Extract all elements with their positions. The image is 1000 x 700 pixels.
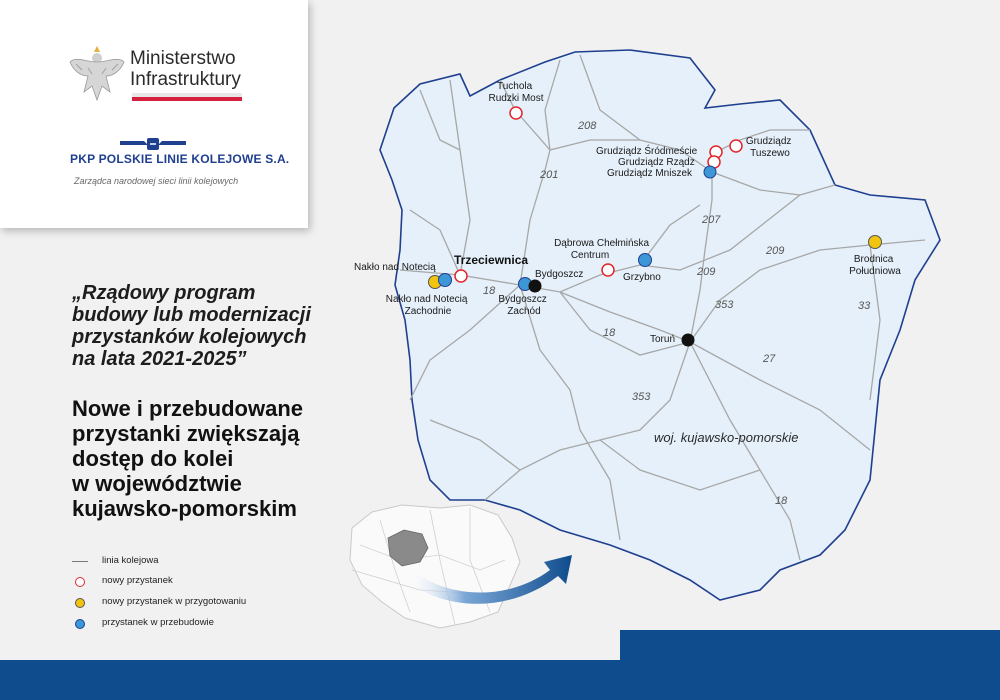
label-grudziadz-tuszewo: Grudziądz Tuszewo bbox=[745, 136, 792, 159]
legend-new-swatch bbox=[75, 577, 85, 587]
line-number-201: 201 bbox=[540, 169, 559, 181]
logo-card bbox=[0, 0, 308, 228]
legend-line-swatch bbox=[72, 561, 88, 562]
pkp-name: PKP POLSKIE LINIE KOLEJOWE S.A. bbox=[70, 152, 290, 166]
poland-inset-map bbox=[350, 505, 520, 628]
marker-grzybno bbox=[639, 254, 652, 267]
pkp-winged-logo-icon bbox=[120, 136, 186, 152]
line-number-209b: 209 bbox=[766, 245, 785, 257]
marker-grudziadz-mniszek bbox=[704, 166, 716, 178]
line-number-208: 208 bbox=[578, 120, 597, 132]
program-title: „Rządowy program budowy lub modernizacji przystanków kolejowych na lata 2021-2025” bbox=[72, 282, 311, 370]
legend-preparing-swatch bbox=[75, 598, 85, 608]
legend-row-line bbox=[72, 555, 312, 569]
marker-trzeciewnica bbox=[455, 270, 467, 282]
footer-band bbox=[0, 660, 1000, 700]
legend-rebuild-label: przystanek w przebudowie bbox=[102, 617, 214, 628]
line-number-18c: 18 bbox=[775, 495, 788, 507]
legend-row-new bbox=[72, 575, 312, 589]
eagle-emblem-icon bbox=[68, 42, 126, 104]
line-number-27: 27 bbox=[763, 353, 776, 365]
marker-brodnica bbox=[869, 236, 882, 249]
pkp-subtitle: Zarządca narodowej sieci linii kolejowych bbox=[74, 176, 239, 186]
label-grudziadz-srodmiescie: Grudziądz Śródmeście bbox=[596, 146, 698, 157]
label-naklo-zach: Nakło nad Notecią Zachodnie bbox=[385, 294, 468, 317]
headline: Nowe i przebudowane przystanki zwiększają dostęp do kolei w województwie kujawsko-pomorskim bbox=[72, 396, 304, 521]
label-torun: Toruń bbox=[650, 334, 676, 345]
label-brodnica: Brodnica Południowa bbox=[849, 254, 901, 277]
line-number-207: 207 bbox=[702, 214, 721, 226]
region-label: woj. kujawsko-pomorskie bbox=[654, 430, 799, 445]
line-number-209a: 209 bbox=[697, 266, 716, 278]
legend-preparing-label: nowy przystanek w przygotowaniu bbox=[102, 596, 247, 607]
label-bydgoszcz: Bydgoszcz bbox=[535, 269, 584, 280]
legend-line-label: linia kolejowa bbox=[102, 555, 159, 566]
marker-torun bbox=[682, 334, 695, 347]
label-trzeciewnica: Trzeciewnica bbox=[454, 253, 529, 267]
line-number-353a: 353 bbox=[715, 299, 734, 311]
legend-row-rebuild bbox=[72, 617, 312, 631]
legend-rebuild-swatch bbox=[75, 619, 85, 629]
marker-bydgoszcz bbox=[529, 280, 542, 293]
marker-naklo-zach bbox=[439, 274, 452, 287]
ministry-name bbox=[130, 48, 300, 90]
legend-row-preparing bbox=[72, 596, 312, 610]
label-grudziadz-rzadz: Grudziądz Rządz bbox=[618, 157, 695, 168]
footer-band-top bbox=[620, 630, 1000, 662]
line-number-18a: 18 bbox=[483, 285, 496, 297]
line-number-18b: 18 bbox=[603, 327, 616, 339]
label-tuchola: Tuchola Rudzki Most bbox=[488, 81, 544, 104]
legend-new-label: nowy przystanek bbox=[102, 575, 173, 586]
line-number-353b: 353 bbox=[632, 391, 651, 403]
line-number-33: 33 bbox=[858, 300, 871, 312]
label-bydgoszcz-zach: Bydgoszcz Zachód bbox=[498, 294, 547, 317]
label-naklo: Nakło nad Notecią bbox=[354, 262, 436, 273]
marker-dabrowa bbox=[602, 264, 614, 276]
marker-grudziadz-tuszewo bbox=[730, 140, 742, 152]
label-grudziadz-mniszek: Grudziądz Mniszek bbox=[607, 168, 693, 179]
label-grzybno: Grzybno bbox=[623, 272, 661, 283]
flag-red-stripe bbox=[132, 97, 242, 101]
marker-tuchola bbox=[510, 107, 522, 119]
label-dabrowa: Dąbrowa Chełmińska Centrum bbox=[554, 238, 650, 261]
ministry-line2: Infrastruktury bbox=[130, 69, 241, 90]
ministry-line1: Ministerstwo bbox=[130, 48, 236, 69]
